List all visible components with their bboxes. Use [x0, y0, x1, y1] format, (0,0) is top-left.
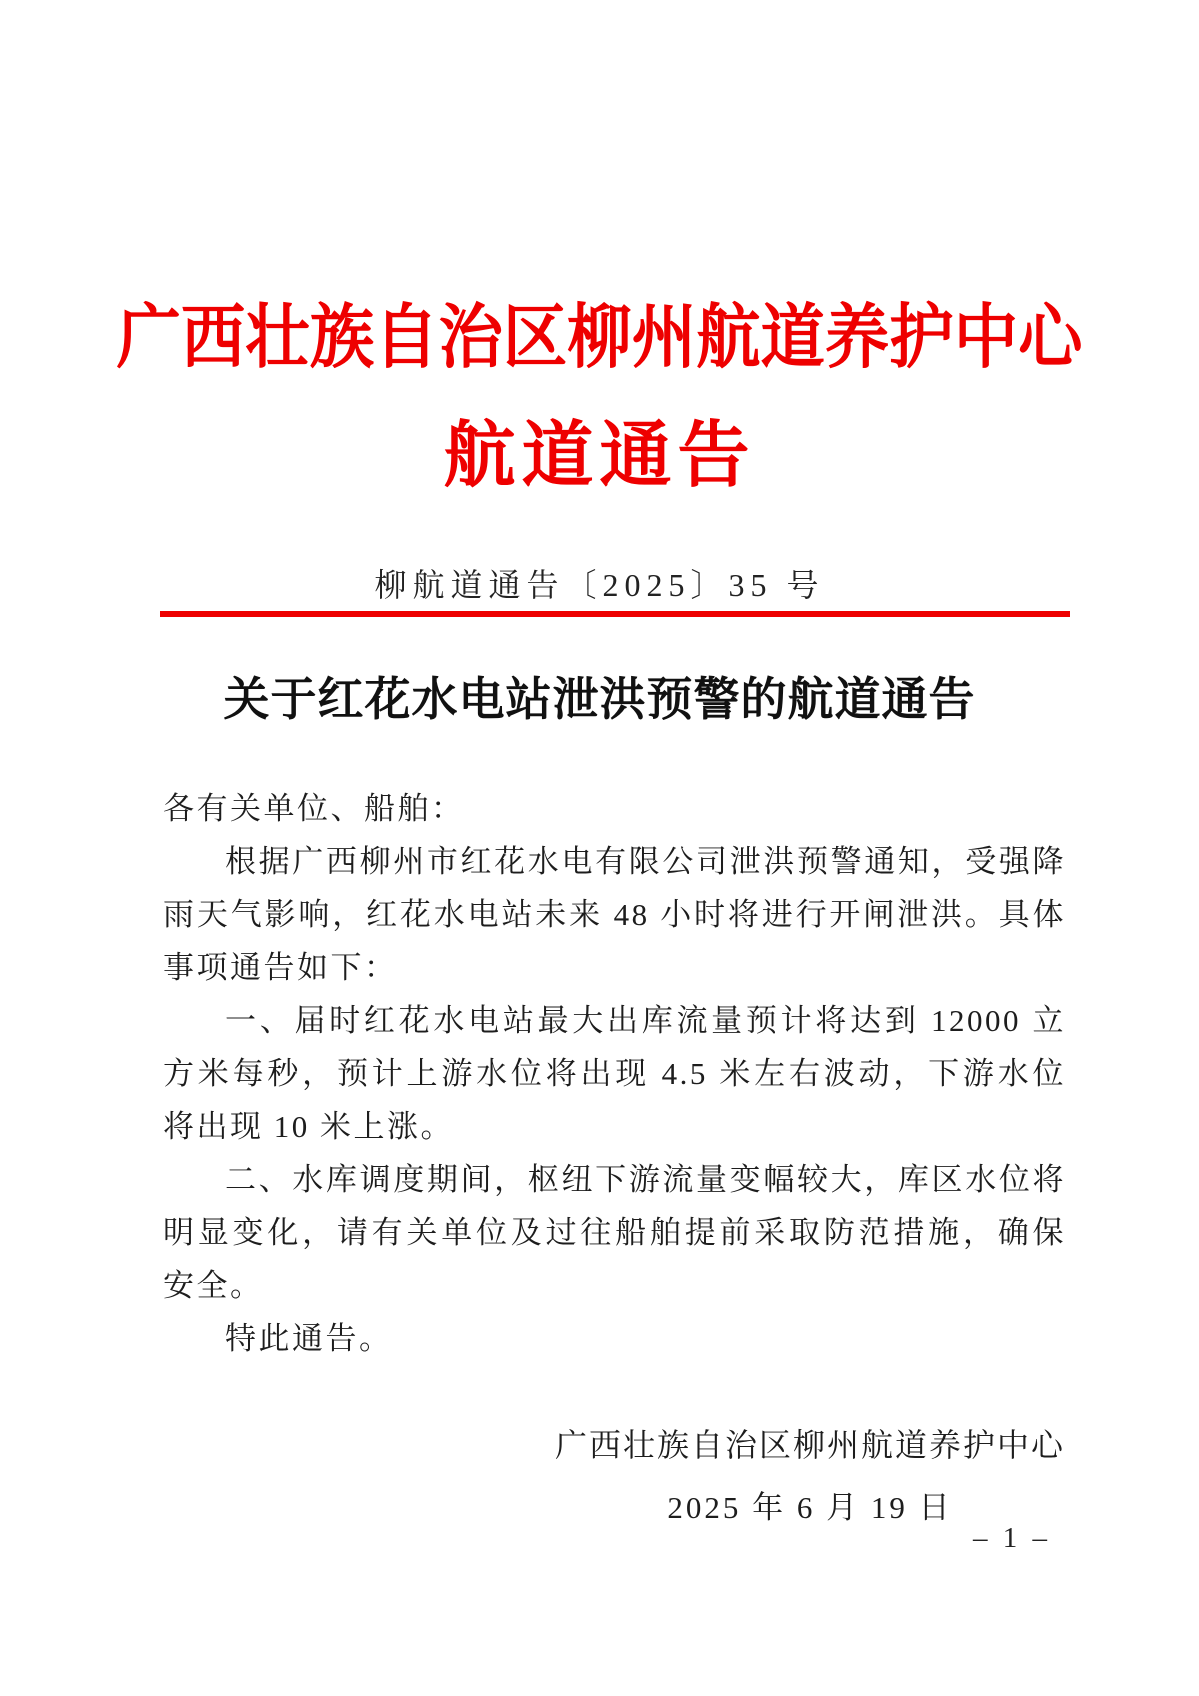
- body-paragraph: 根据广西柳州市红花水电有限公司泄洪预警通知，受强降雨天气影响，红花水电站未来 48 小时将进行开闸泄洪。具体事项通告如下：: [163, 844, 1066, 985]
- salutation: 各有关单位、船舶：: [163, 791, 465, 826]
- body-paragraph: 一、届时红花水电站最大出库流量预计将达到 12000 立方米每秒，预计上游水位将出现 4.5 米左右波动，下游水位将出现 10 米上涨。: [163, 1003, 1066, 1144]
- notice-title: 关于红花水电站泄洪预警的航道通告: [223, 674, 976, 725]
- page-number: – 1 –: [973, 1522, 1051, 1554]
- notice-body: [163, 782, 1066, 1365]
- body-paragraph: 特此通告。: [225, 1321, 393, 1356]
- red-divider-rule: [160, 611, 1070, 617]
- agency-title: [0, 296, 1199, 496]
- body-paragraph: 二、水库调度期间，枢纽下游流量变幅较大，库区水位将明显变化，请有关单位及过往船舶提前采取防范措施，确保安全。: [163, 1162, 1066, 1303]
- agency-title-line2: 航道通告: [443, 416, 756, 496]
- document-number: 柳航道通告〔2025〕35 号: [374, 567, 825, 603]
- signature-date: 2025 年 6 月 19 日: [667, 1490, 953, 1525]
- signature-organization: 广西壮族自治区柳州航道养护中心: [554, 1427, 1065, 1463]
- signature-block: [460, 1422, 1160, 1530]
- agency-title-line1: 广西壮族自治区柳州航道养护中心: [116, 300, 1083, 377]
